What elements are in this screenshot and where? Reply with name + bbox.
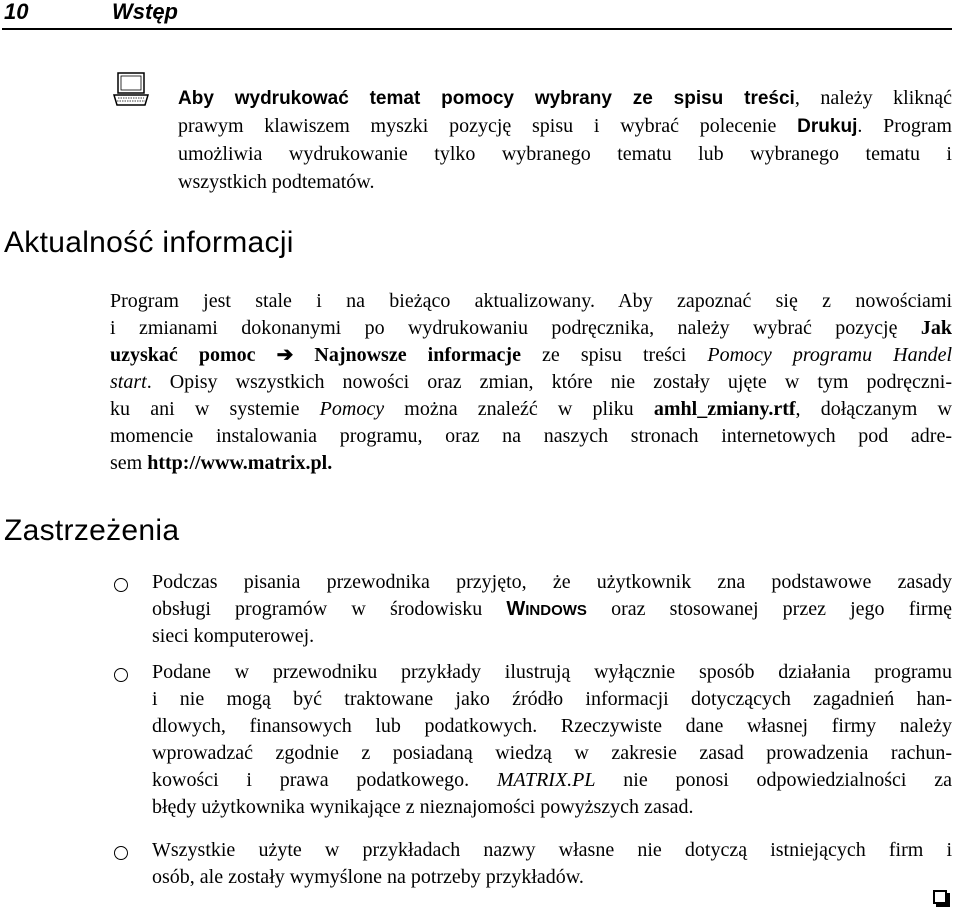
paragraph-text: Podczas pisania przewodnika przyjęto, że użytkownik zna podstawowe zasady (152, 571, 952, 593)
section-title-disclaimers: Zastrzeżenia (4, 514, 180, 547)
paragraph-text: osób, ale zostały wymyślone na potrzeby przykładów. (152, 866, 584, 888)
note-text: umożliwia wydrukowanie tylko wybranego tematu lub wybranego tematu i (178, 143, 952, 165)
disclaimer-3 (152, 837, 952, 891)
paragraph-line (152, 686, 952, 713)
paragraph-line (152, 569, 952, 596)
paragraph-text: kowości i prawa podatkowego. (152, 769, 497, 791)
paragraph-text: sem (110, 452, 148, 474)
paragraph-line (110, 342, 952, 369)
section-title-updates: Aktualność informacji (4, 226, 294, 259)
note-text: prawym klawiszem myszki pozycję spisu i wybrać polecenie (178, 115, 798, 137)
bullet-circle-icon (114, 668, 128, 682)
updates-paragraph (110, 288, 952, 477)
company-name: MATRIX.PL (496, 769, 596, 791)
menu-path-text: Jak (920, 317, 952, 339)
help-reference: Pomocy programu Handel (707, 344, 953, 366)
windows-name: INDOWS (525, 602, 587, 619)
note-line-3 (178, 140, 952, 168)
paragraph-text: wprowadzać zgodnie z posiadaną wiedzą w zakresie zasad prowadzenia rachun- (152, 742, 952, 764)
header-divider (2, 28, 952, 30)
paragraph-text: obsługi programów w środowisku (152, 598, 507, 620)
page-number: 10 (4, 0, 29, 24)
paragraph-line (110, 396, 952, 423)
help-reference: start (110, 371, 147, 393)
paragraph-line (110, 450, 952, 477)
paragraph-text: sieci komputerowej. (152, 625, 315, 647)
paragraph-line (152, 623, 952, 650)
note-text: , należy kliknąć (794, 87, 953, 109)
paragraph-line (110, 288, 952, 315)
paragraph-text: , dołączanym w (795, 398, 952, 420)
website-url: http://www.matrix.pl. (147, 452, 333, 474)
paragraph-text: Podane w przewodniku przykłady ilustrują wyłącznie sposób działania programu (152, 661, 952, 683)
paragraph-text: nie ponosi odpowiedzialności za (595, 769, 952, 791)
note-line-1 (178, 84, 952, 112)
paragraph-line (152, 596, 952, 623)
windows-name: W (506, 598, 526, 620)
paragraph-text: i nie mogą być traktowane jako źródło informacji dotyczących zagadnień han- (152, 688, 952, 710)
print-help-note (178, 84, 952, 196)
paragraph-text: . Opisy wszystkich nowości oraz zmian, które nie zostały ujęte w tym podręczni- (146, 371, 952, 393)
paragraph-text: i zmianami dokonanymi po wydrukowaniu podręcznika, należy wybrać pozycję (110, 317, 921, 339)
paragraph-text: można znaleźć w pliku (384, 398, 654, 420)
note-text: . Program (857, 115, 952, 137)
menu-path-text: Najnowsze informacje (314, 344, 521, 366)
menu-path-text: uzyskać pomoc (110, 344, 256, 366)
paragraph-line (152, 713, 952, 740)
print-command-label: Drukuj (797, 116, 858, 137)
paragraph-line (152, 767, 952, 794)
arrow-right-icon: ➔ (276, 344, 294, 366)
disclaimer-2 (152, 659, 952, 821)
paragraph-text: błędy użytkownika wynikające z nieznajomości powyższych zasad. (152, 796, 694, 818)
file-name: amhl_zmiany.rtf (653, 398, 796, 420)
note-bold-text: Aby wydrukować temat pomocy wybrany ze spisu treści (178, 88, 795, 109)
computer-icon (112, 72, 150, 106)
note-line-4 (178, 168, 952, 196)
paragraph-line (152, 794, 952, 821)
bullet-circle-icon (114, 578, 128, 592)
help-reference: Pomocy (319, 398, 385, 420)
paragraph-line (110, 369, 952, 396)
paragraph-text: dlowych, finansowych lub podatkowych. Rzeczywiste dane własnej firmy należy (152, 715, 952, 737)
paragraph-text: oraz stosowanej przez jego firmę (586, 598, 953, 620)
paragraph-line (152, 659, 952, 686)
note-line-2 (178, 112, 952, 140)
paragraph-text: ku ani w systemie (110, 398, 320, 420)
paragraph-text: Wszystkie użyte w przykładach nazwy własne nie dotyczą istniejących firm i (152, 839, 952, 861)
paragraph-line (152, 864, 952, 891)
paragraph-line (110, 423, 952, 450)
paragraph-text: momencie instalowania programu, oraz na naszych stronach internetowych pod adre- (110, 425, 952, 447)
paragraph-text: ze spisu treści (520, 344, 708, 366)
note-text: wszystkich podtematów. (178, 171, 375, 193)
paragraph-line (152, 837, 952, 864)
paragraph-line (110, 315, 952, 342)
paragraph-line (152, 740, 952, 767)
paragraph-text: Program jest stale i na bieżąco aktualizowany. Aby zapoznać się z nowościami (110, 290, 952, 312)
chapter-title: Wstęp (112, 0, 178, 24)
bullet-circle-icon (114, 846, 128, 860)
disclaimer-1 (152, 569, 952, 650)
checkbox-square-icon (933, 890, 947, 904)
